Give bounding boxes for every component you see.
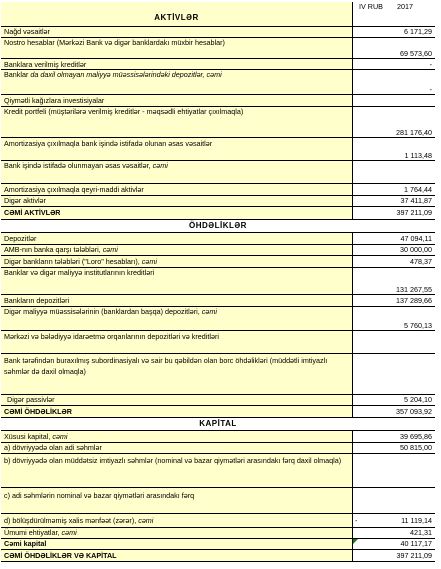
total-capital-row <box>0 539 436 549</box>
row-value <box>353 454 435 487</box>
row-label-plain: Banklar <box>4 70 31 79</box>
asset-row <box>0 161 436 183</box>
liability-row <box>0 307 436 330</box>
row-label: Banklara verilmiş kreditlər <box>1 59 353 69</box>
row-label <box>1 70 353 94</box>
row-label-italic: cəmi <box>61 528 77 537</box>
row-value: 6 171,29 <box>353 27 435 37</box>
asset-row <box>0 138 436 160</box>
column-year: 2017 <box>396 2 413 11</box>
row-label <box>1 431 353 442</box>
row-label: Depozitlər <box>1 233 353 244</box>
row-value: 50 815,00 <box>353 443 435 453</box>
row-value <box>353 488 435 513</box>
row-value: 5 760,13 <box>353 307 435 330</box>
liability-row <box>0 245 436 255</box>
capital-row <box>0 443 436 453</box>
row-value: 1 764,44 <box>353 184 435 195</box>
row-value: 421,31 <box>353 528 435 538</box>
row-label <box>1 528 353 538</box>
row-label: Qiymətli kağızlara investisiyalar <box>1 95 353 106</box>
row-label-italic: cəmi <box>138 516 154 525</box>
row-label: b) dövriyyədə olan müddətsiz imtiyazlı səhmlər (nominal və bazar qiymətləri arasındakı fərq daxil olmaqla) <box>1 454 353 487</box>
liability-row <box>0 395 436 405</box>
column-header <box>353 2 435 26</box>
row-label <box>1 256 353 267</box>
liability-row <box>0 354 436 394</box>
row-label-italic: cəmi <box>52 432 68 441</box>
row-label-plain: Xüsusi kapital, <box>4 432 53 441</box>
row-value <box>353 514 435 527</box>
header-cell <box>1 2 353 26</box>
row-label: Banklar və digər maliyyə institutlarının kreditləri <box>1 268 353 294</box>
asset-row <box>0 27 436 37</box>
row-value <box>353 161 435 183</box>
row-value: 47 094,11 <box>353 233 435 244</box>
row-value: 281 176,40 <box>353 107 435 137</box>
liability-row <box>0 233 436 244</box>
divider <box>1 219 435 220</box>
asset-row <box>0 107 436 137</box>
total-assets-row <box>0 207 436 219</box>
row-value: 30 000,00 <box>353 245 435 255</box>
total-liabilities-row <box>0 406 436 417</box>
column-period: IV RUB <box>359 2 383 11</box>
capital-title: KAPİTAL <box>199 419 237 428</box>
row-value: 397 211,09 <box>353 207 435 219</box>
divider <box>1 561 435 562</box>
row-label: Kredit portfeli (müştərilərə verilmiş kreditlər - məqsədli ehtiyatlar çıxılmaqla) <box>1 107 353 137</box>
row-label: CƏMİ AKTİVLƏR <box>1 207 353 219</box>
row-value: 69 573,60 <box>353 38 435 58</box>
row-value: - <box>353 70 435 94</box>
row-label: a) dövriyyədə olan adi səhmlər <box>1 443 353 453</box>
row-label: c) adi səhmlərin nominal və bazar qiymətləri arasındakı fərq <box>1 488 353 513</box>
row-label: Amortizasiya çıxılmaqla bank işində istifadə olunan əsas vəsaitlər <box>1 138 353 160</box>
row-label-italic: cəmi <box>102 245 118 254</box>
row-value <box>353 95 435 106</box>
capital-row <box>0 488 436 513</box>
asset-row <box>0 59 436 69</box>
row-value: 5 204,10 <box>353 395 435 405</box>
row-label: Bankların depozitləri <box>1 295 353 306</box>
row-label: Amortizasiya çıxılmaqla qeyri-maddi aktivlər <box>1 184 353 195</box>
negative-sign: - <box>355 516 358 525</box>
row-value <box>353 331 435 353</box>
row-value: 1 113,48 <box>353 138 435 160</box>
liability-row <box>0 331 436 353</box>
row-label <box>1 245 353 255</box>
row-value: 39 695,86 <box>353 431 435 442</box>
asset-row <box>0 95 436 106</box>
liabilities-title: ÖHDƏLİKLƏR <box>189 221 247 230</box>
row-label: Mərkəzi və bələdiyyə idarəetmə orqanlarının depozitləri və kreditləri <box>1 331 353 353</box>
row-value <box>353 354 435 394</box>
capital-row <box>0 454 436 487</box>
row-label <box>1 307 353 330</box>
row-label-italic: cəmi <box>201 307 217 316</box>
row-label-plain: d) bölüşdürülməmiş xalis mənfəət (zərər), <box>4 516 139 525</box>
row-label-italic: da daxil olmayan maliyyə müəssisələrindəki depozitlər, cəmi <box>30 70 222 79</box>
liability-row <box>0 295 436 306</box>
row-label-plain: Digər maliyyə müəssisələrinin (banklardan başqa) depozitləri, <box>4 307 202 316</box>
row-label-italic: cəmi <box>152 161 168 170</box>
row-value: 357 093,92 <box>353 406 435 417</box>
row-label-plain: Ümumi ehtiyatlar, <box>4 528 62 537</box>
grand-total-row <box>0 550 436 561</box>
row-label: Nağd vəsaitlər <box>1 27 353 37</box>
cell-comment-marker <box>353 539 358 544</box>
row-label <box>1 514 353 527</box>
row-value: 37 411,87 <box>353 196 435 206</box>
asset-row <box>0 70 436 94</box>
row-label-italic: cəmi <box>141 257 157 266</box>
row-label: Digər passivlər <box>1 395 353 405</box>
row-label: Nostro hesablar (Mərkəzi Bank və digər banklardakı müxbir hesablar) <box>1 38 353 58</box>
row-value-number: 11 119,14 <box>401 516 432 525</box>
asset-row <box>0 38 436 58</box>
asset-row <box>0 184 436 195</box>
row-value: 131 267,55 <box>353 268 435 294</box>
capital-row <box>0 528 436 538</box>
header-row <box>0 2 436 26</box>
liability-row <box>0 268 436 294</box>
capital-row <box>0 514 436 527</box>
row-label: Digər aktivlər <box>1 196 353 206</box>
row-label: CƏMİ ÖHDƏLİKLƏR <box>1 406 353 417</box>
capital-row <box>0 431 436 442</box>
row-value: 478,37 <box>353 256 435 267</box>
liability-row <box>0 256 436 267</box>
row-value: 137 289,66 <box>353 295 435 306</box>
divider <box>1 417 435 418</box>
row-label-plain: Bank işində istifadə olunmayan əsas vəsaitlər, <box>4 161 153 170</box>
row-label: Bank tərəfindən buraxılmış subordinasiyalı və sair bu qəbildən olan borc öhdəlikləri (müddətli imtiyazlı səhmlər də daxil olmaqla) <box>1 354 353 394</box>
asset-row <box>0 196 436 206</box>
row-label: Cəmi kapital <box>1 539 353 549</box>
row-value: - <box>353 59 435 69</box>
assets-title: AKTİVLƏR <box>154 13 199 22</box>
row-value: 40 117,17 <box>353 539 435 549</box>
row-label-plain: Digər bankların tələbləri ("Loro" hesabları), <box>4 257 142 266</box>
row-label: CƏMİ ÖHDƏLİKLƏR VƏ KAPİTAL <box>1 550 353 561</box>
row-label <box>1 161 353 183</box>
row-label-plain: AMB-nın banka qarşı tələbləri, <box>4 245 103 254</box>
row-value: 397 211,09 <box>353 550 435 561</box>
